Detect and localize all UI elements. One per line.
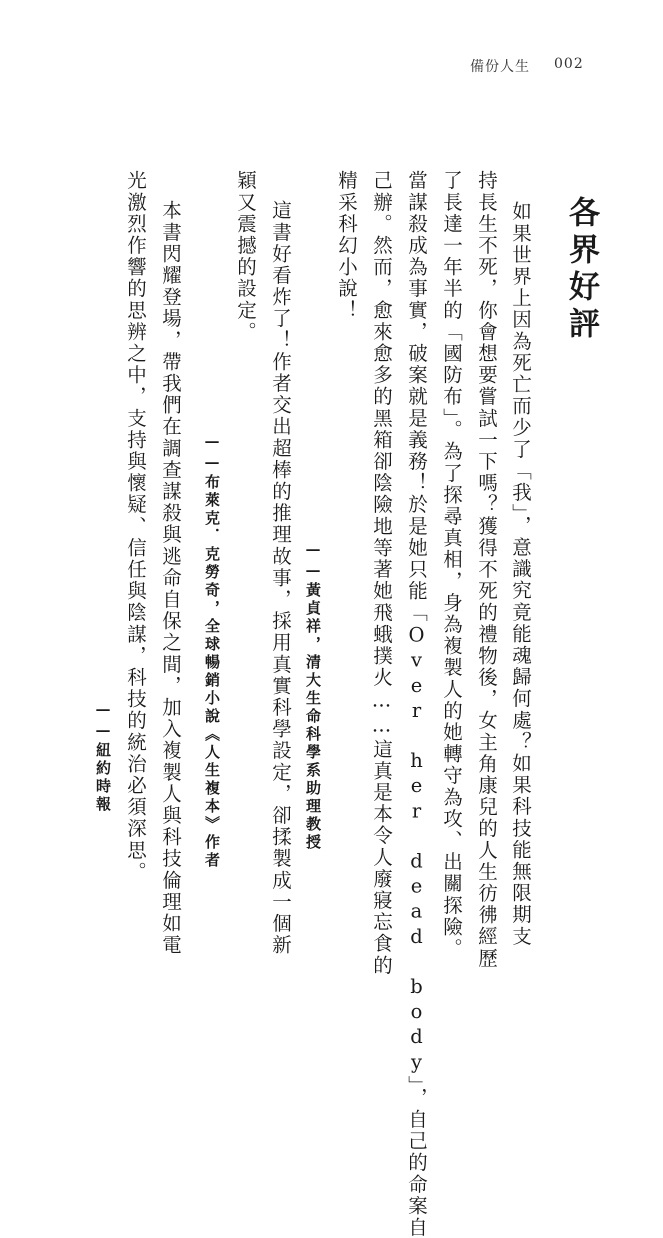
review-1-attribution: ——黃貞祥，清大生命科學系助理教授 [304,540,322,852]
review-2-line-2: 穎又震撼的設定。 [234,170,257,343]
review-3-attribution: ——紐約時報 [94,700,112,814]
review-1-line-3: 了長達一年半的「國防布」。為了探尋真相，身為複製人的她轉守為攻、出關探險。 [440,170,463,960]
review-3-line-1: 本書閃耀登場，帶我們在調查謀殺與逃命自保之間，加入複製人與科技倫理如電 [159,200,182,956]
section-heading: 各界好評 [563,196,599,344]
running-head [440,56,600,78]
review-1-line-1: 如果世界上因為死亡而少了「我」，意識究竟能魂歸何處？如果科技能無限期支 [509,201,532,948]
review-1-line-5: 己辦。然而，愈來愈多的黑箱卻陰險地等著她飛蛾撲火……這真是本令人廢寢忘食的 [370,170,393,977]
review-1-line-4: 當謀殺成為事實，破案就是義務！於是她只能「Over her dead body」，自己的命案自 [405,170,428,1238]
review-3-line-2: 光激烈作響的思辨之中，支持與懷疑、信任與陰謀，科技的統治必須深思。 [124,170,147,883]
review-2-attribution: ——布萊克．克勞奇，全球暢銷小說《人生複本》作者 [203,432,221,870]
book-title: 備份人生 [470,59,530,75]
review-2-line-1: 這書好看炸了！作者交出超棒的推理故事，採用真實科學設定，卻揉製成一個新 [269,200,292,956]
page-number: 002 [554,56,584,72]
review-1-line-2: 持長生不死，你會想要嘗試一下嗎？獲得不死的禮物後，女主角康兒的人生彷彿經歷 [475,170,498,970]
review-1-line-6: 精采科幻小說！ [335,170,358,322]
